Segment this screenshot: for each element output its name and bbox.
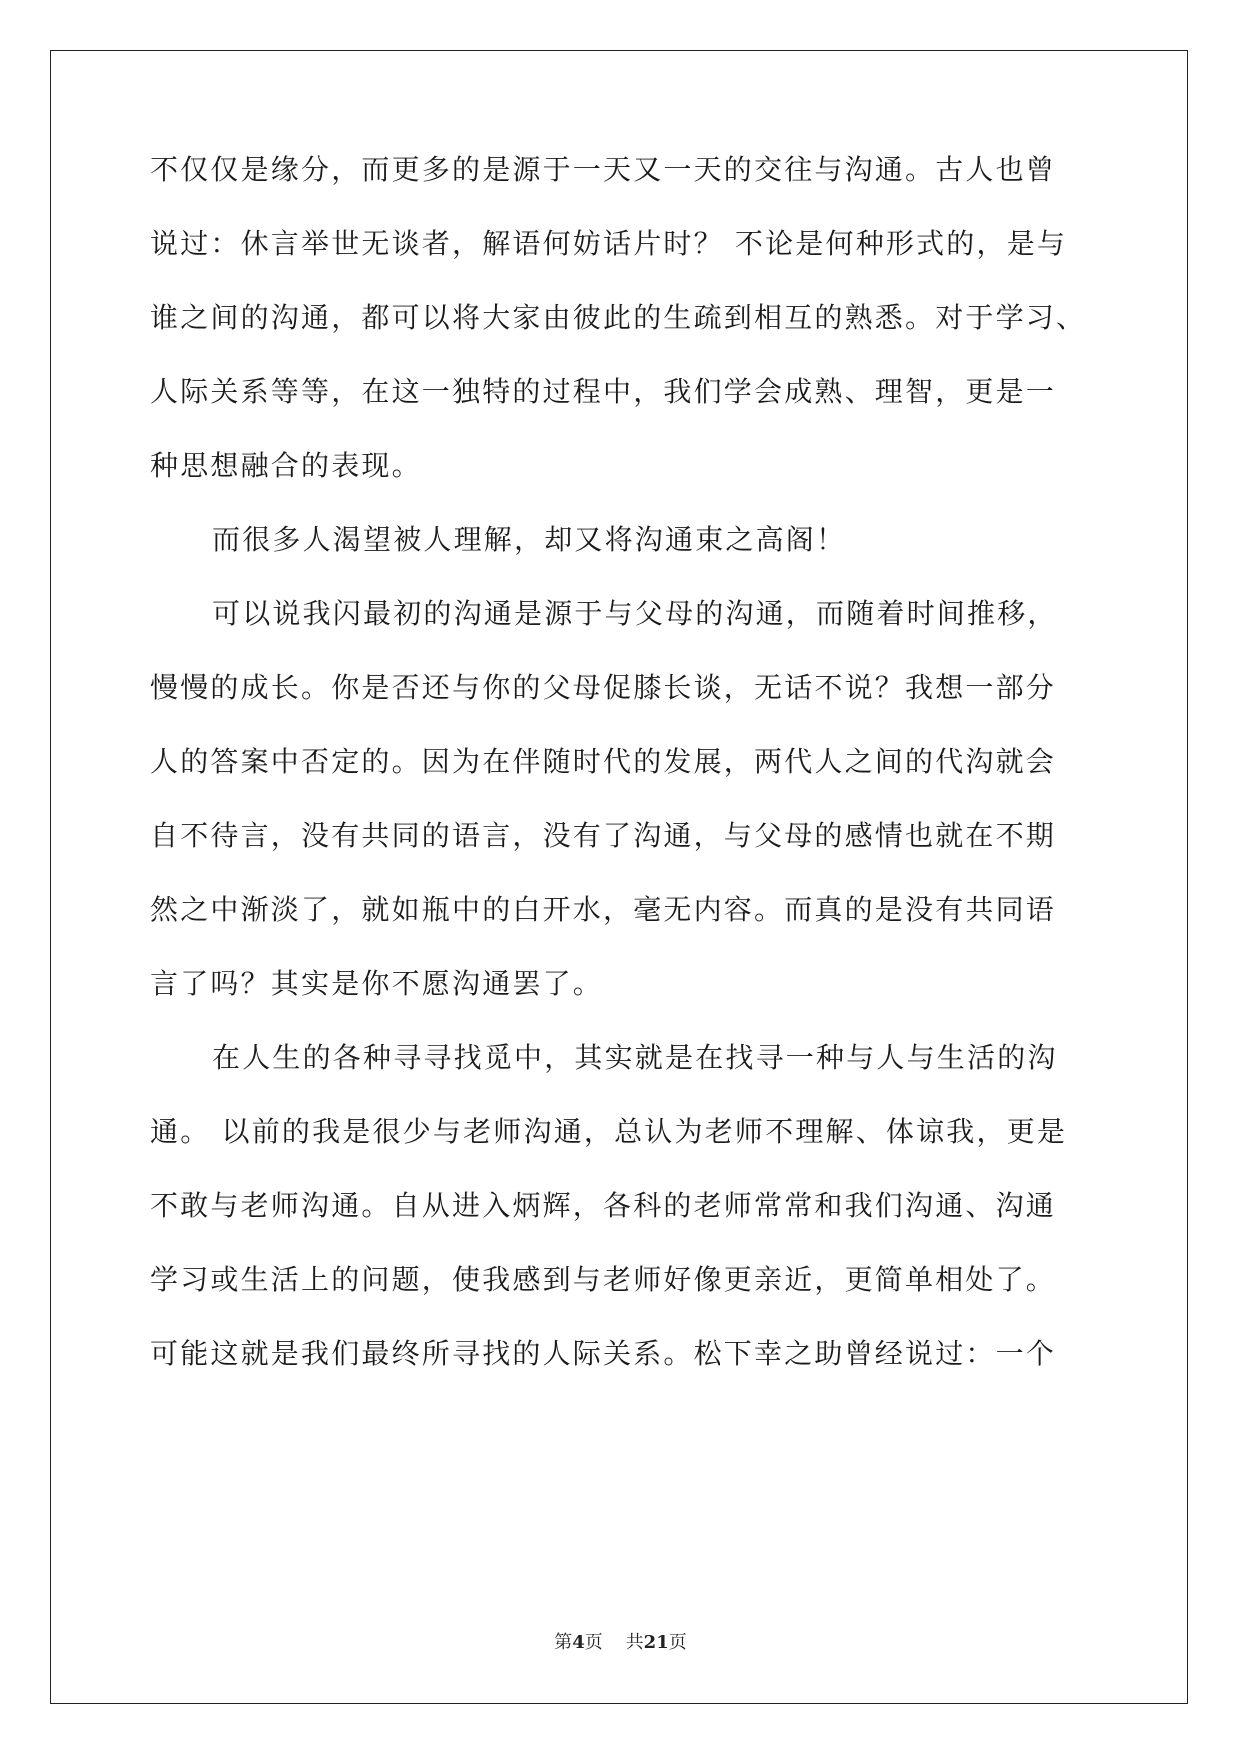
body-line: 慢慢的成长。你是否还与你的父母促膝长谈，无话不说？我想一部分 (150, 671, 1057, 704)
body-line: 然之中渐淡了，就如瓶中的白开水，毫无内容。而真的是没有共同语 (150, 893, 1057, 926)
body-line: 自不待言，没有共同的语言，没有了沟通，与父母的感情也就在不期 (150, 819, 1057, 852)
body-line: 说过：休言举世无谈者，解语何妨话片时？ 不论是何种形式的，是与 (150, 227, 1068, 260)
body-line: 可能这就是我们最终所寻找的人际关系。松下幸之助曾经说过：一个 (150, 1337, 1057, 1370)
body-line: 人的答案中否定的。因为在伴随时代的发展，两代人之间的代沟就会 (150, 745, 1057, 778)
body-line: 谁之间的沟通，都可以将大家由彼此的生疏到相互的熟悉。对于学习、 (150, 301, 1087, 334)
paragraph-start-line: 而很多人渴望被人理解，却又将沟通束之高阁！ (212, 523, 847, 556)
footer-total-pages: 21 (643, 1632, 669, 1653)
body-line: 通。 以前的我是很少与老师沟通，总认为老师不理解、体谅我，更是 (150, 1115, 1068, 1148)
paragraph-start-line: 可以说我闪最初的沟通是源于与父母的沟通，而随着时间推移， (212, 597, 1058, 630)
page-footer (0, 1628, 1241, 1654)
body-line: 学习或生活上的问题，使我感到与老师好像更亲近，更简单相处了。 (150, 1263, 1057, 1296)
body-line: 种思想融合的表现。 (150, 449, 422, 482)
body-line: 不仅仅是缘分，而更多的是源于一天又一天的交往与沟通。古人也曾 (150, 153, 1057, 186)
footer-total-suffix: 页 (668, 1632, 687, 1653)
footer-page-number: 4 (572, 1632, 585, 1653)
footer-page-suffix: 页 (584, 1632, 603, 1653)
footer-page-prefix: 第 (554, 1632, 573, 1653)
body-line: 不敢与老师沟通。自从进入炳辉，各科的老师常常和我们沟通、沟通 (150, 1189, 1057, 1222)
body-line: 人际关系等等，在这一独特的过程中，我们学会成熟、理智，更是一 (150, 375, 1057, 408)
paragraph-start-line: 在人生的各种寻寻找觅中，其实就是在找寻一种与人与生活的沟 (212, 1041, 1058, 1074)
footer-total-prefix: 共 (625, 1632, 644, 1653)
body-line: 言了吗？其实是你不愿沟通罢了。 (150, 967, 604, 1000)
